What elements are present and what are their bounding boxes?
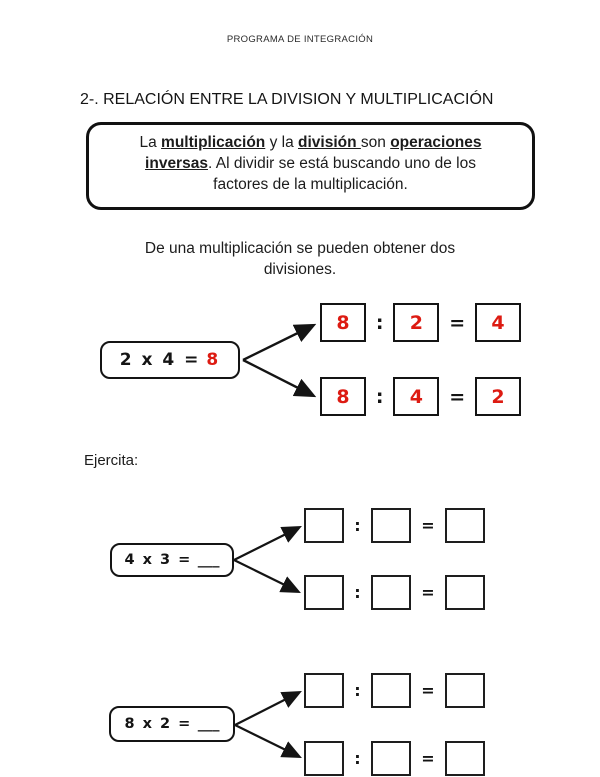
division-colon: :	[354, 681, 361, 700]
exercise2-multiplication-box	[109, 706, 235, 742]
quotient-box: 2	[475, 377, 521, 416]
answer-box-quotient	[445, 508, 485, 543]
subtitle-line-2: divisiones.	[263, 261, 337, 278]
subtitle	[100, 238, 500, 280]
dividend-box: 8	[320, 377, 366, 416]
exercise1-division-row-2	[304, 575, 485, 610]
answer-box-dividend	[304, 508, 344, 543]
example-division-row-1	[320, 303, 521, 342]
divisor-box: 2	[393, 303, 439, 342]
exercise2-division-row-2	[304, 741, 485, 776]
example-division-row-2	[320, 377, 521, 416]
division-colon: :	[354, 749, 361, 768]
equals-sign: =	[421, 583, 435, 602]
example-expression: 2 x 4 =	[119, 350, 201, 370]
answer-box-dividend	[304, 741, 344, 776]
answer-box-quotient	[445, 575, 485, 610]
exercise2-blank: ___	[197, 716, 220, 732]
definition-line-3: factores de la multiplicación.	[213, 176, 408, 193]
example-product: 8	[206, 350, 221, 370]
exercise1-expression: 4 x 3 =	[124, 552, 192, 568]
definition-line-2: inversas. Al dividir se está buscando uno de los	[145, 155, 476, 172]
exercise1-multiplication-box	[110, 543, 234, 577]
answer-box-quotient	[445, 673, 485, 708]
division-colon: :	[375, 311, 384, 334]
ejercita-label: Ejercita:	[84, 452, 139, 469]
page-title: 2-. RELACIÓN ENTRE LA DIVISION Y MULTIPLICACIÓN	[80, 91, 494, 108]
divisor-box: 4	[393, 377, 439, 416]
exercise1-division-row-1	[304, 508, 485, 543]
answer-box-divisor	[371, 673, 411, 708]
equals-sign: =	[421, 681, 435, 700]
equals-sign: =	[421, 749, 435, 768]
answer-box-dividend	[304, 575, 344, 610]
exercise2-expression: 8 x 2 =	[124, 716, 192, 732]
definition-box	[86, 122, 535, 210]
exercise2-arrows	[231, 680, 311, 765]
equals-sign: =	[449, 311, 466, 334]
dividend-box: 8	[320, 303, 366, 342]
definition-line-1: La multiplicación y la división son operaciones	[139, 134, 482, 151]
division-colon: :	[354, 583, 361, 602]
answer-box-divisor	[371, 508, 411, 543]
exercise1-blank: ___	[197, 552, 220, 568]
division-colon: :	[354, 516, 361, 535]
quotient-box: 4	[475, 303, 521, 342]
answer-box-divisor	[371, 575, 411, 610]
equals-sign: =	[449, 385, 466, 408]
page-header: PROGRAMA DE INTEGRACIÓN	[226, 34, 374, 45]
exercise1-arrows	[230, 515, 310, 600]
answer-box-dividend	[304, 673, 344, 708]
example-multiplication-box	[100, 341, 240, 379]
equals-sign: =	[421, 516, 435, 535]
answer-box-quotient	[445, 741, 485, 776]
subtitle-line-1: De una multiplicación se pueden obtener dos	[144, 240, 456, 257]
example-arrows	[238, 300, 322, 420]
division-colon: :	[375, 385, 384, 408]
exercise2-division-row-1	[304, 673, 485, 708]
answer-box-divisor	[371, 741, 411, 776]
